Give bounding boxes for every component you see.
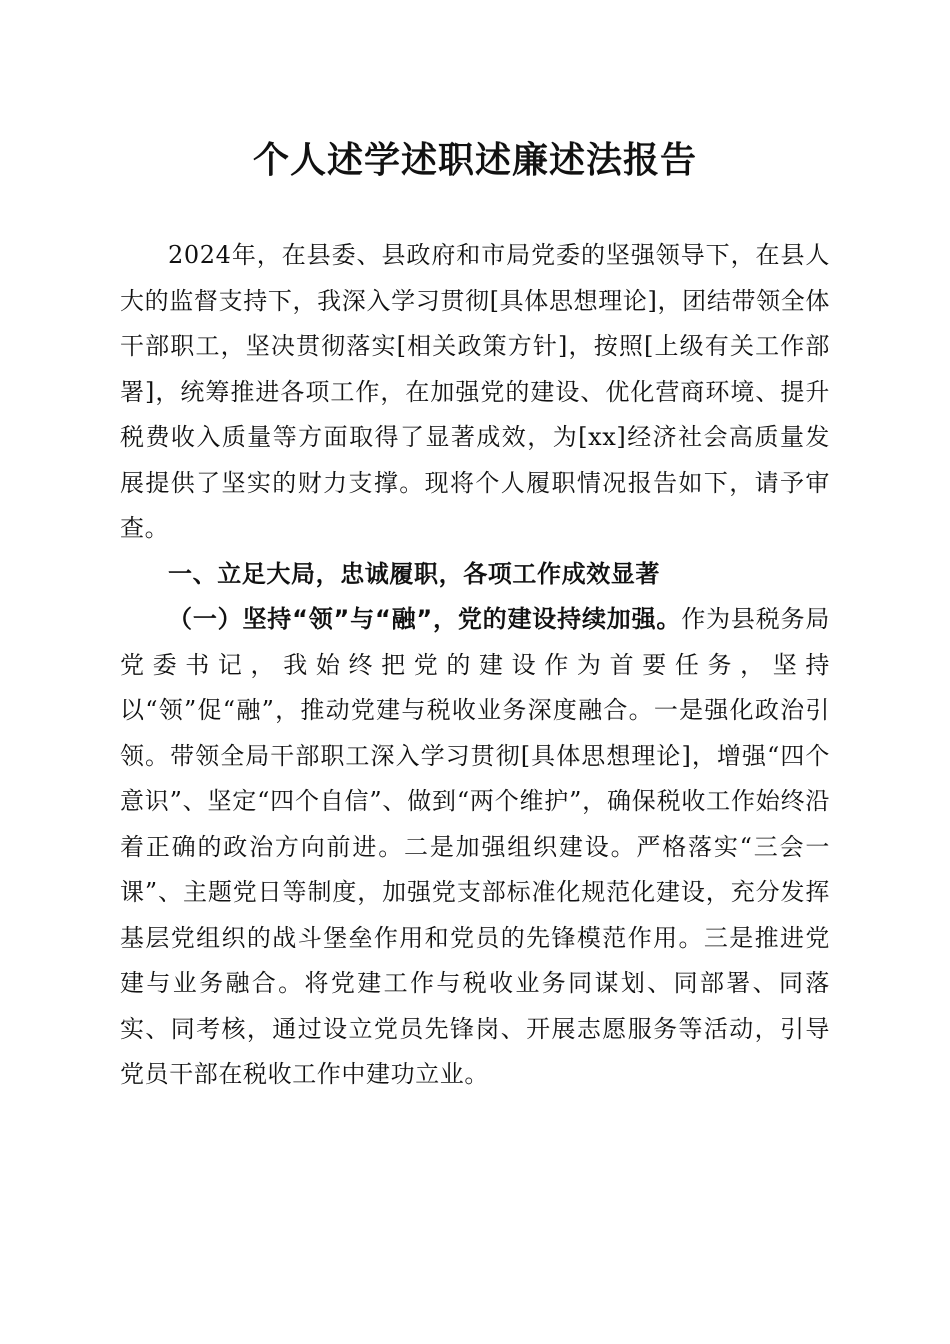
intro-paragraph: 2024年，在县委、县政府和市局党委的坚强领导下，在县人大的监督支持下，我深入学习贯彻[具体思想理论]，团结带领全体干部职工，坚决贯彻落实[相关政策方针]，按照[上级有关工作部署]，统筹推进各项工作，在加强党的建设、优化营商环境、提升税费收入质量等方面取得了显著成效，为[xx]经济社会高质量发展提供了坚实的财力支撑。现将个人履职情况报告如下，请予审查。: [120, 241, 830, 542]
subsection-body: 作为县税务局党委书记，我始终把党的建设作为首要任务，坚持以“领”促“融”，推动党建与税收业务深度融合。一是强化政治引领。带领全局干部职工深入学习贯彻[具体思想理论]，增强“四个意识”、坚定“四个自信”、做到“两个维护”，确保税收工作始终沿着正确的政治方向前进。二是加强组织建设。严格落实“三会一课”、主题党日等制度，加强党支部标准化规范化建设，充分发挥基层党组织的战斗堡垒作用和党员的先锋模范作用。三是推进党建与业务融合。将党建工作与税收业务同谋划、同部署、同落实、同考核，通过设立党员先锋岗、开展志愿服务等活动，引导党员干部在税收工作中建功立业。: [120, 605, 830, 1088]
document-title: 个人述学述职述廉述法报告: [252, 139, 697, 181]
subsection-paragraph: [120, 597, 830, 1098]
subsection-lead: （一）坚持“领”与“融”，党的建设持续加强。: [168, 605, 682, 633]
document-body: [120, 233, 830, 1098]
section-heading: 一、立足大局，忠诚履职，各项工作成效显著: [168, 559, 660, 588]
